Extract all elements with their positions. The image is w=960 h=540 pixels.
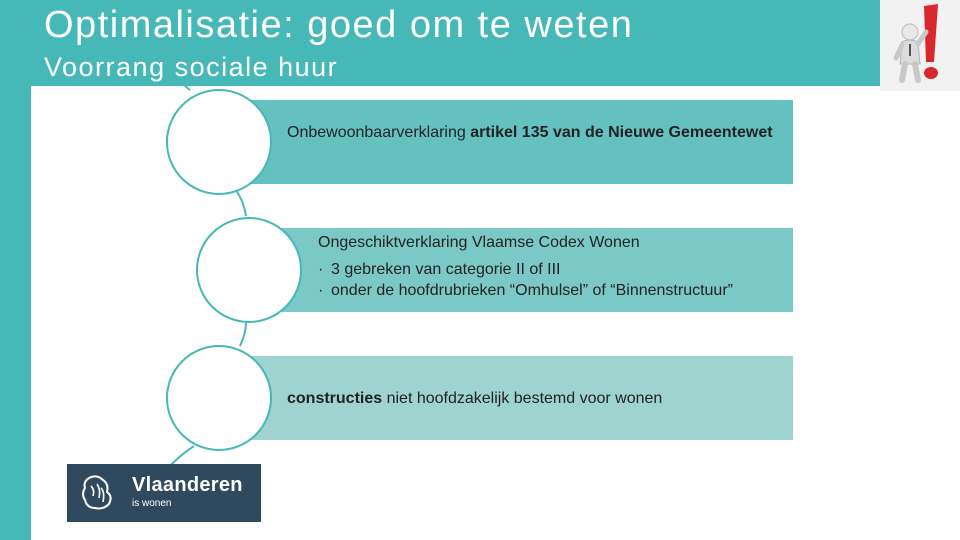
bullet-item	[318, 280, 793, 301]
timeline-circle-3	[166, 345, 272, 451]
item-1-plain: Onbewoonbaarverklaring	[287, 124, 471, 141]
bullet-dot-icon: ·	[318, 282, 324, 299]
item-1-text	[287, 122, 793, 143]
item-2-heading: Ongeschiktverklaring Vlaamse Codex Wonen	[318, 234, 640, 251]
item-3-bold: constructies	[287, 390, 383, 407]
item-1-bold: artikel 135 van de Nieuwe Gemeentewet	[470, 124, 773, 141]
bullet-item	[318, 259, 793, 280]
item-2-bullet-list	[318, 259, 793, 301]
bullet-text: onder de hoofdrubrieken “Omhulsel” of “Binnenstructuur”	[331, 282, 733, 299]
item-3-text	[287, 388, 793, 409]
item-panel-1	[235, 100, 793, 184]
vlaanderen-logo	[67, 464, 261, 522]
item-3-plain: niet hoofdzakelijk bestemd voor wonen	[382, 390, 663, 407]
slide-title: Optimalisatie: goed om te weten	[44, 4, 634, 46]
bullet-text: 3 gebreken van categorie II of III	[331, 261, 561, 278]
timeline-circle-1	[166, 89, 272, 195]
logo-tagline: is wonen	[132, 498, 172, 509]
timeline-circle-2	[196, 217, 302, 323]
logo-name: Vlaanderen	[132, 474, 243, 496]
item-panel-2	[262, 228, 793, 312]
flemish-lion-icon	[79, 474, 115, 512]
bullet-dot-icon: ·	[318, 261, 324, 278]
item-panel-3	[243, 356, 793, 440]
slide-subtitle: Voorrang sociale huur	[44, 52, 339, 82]
